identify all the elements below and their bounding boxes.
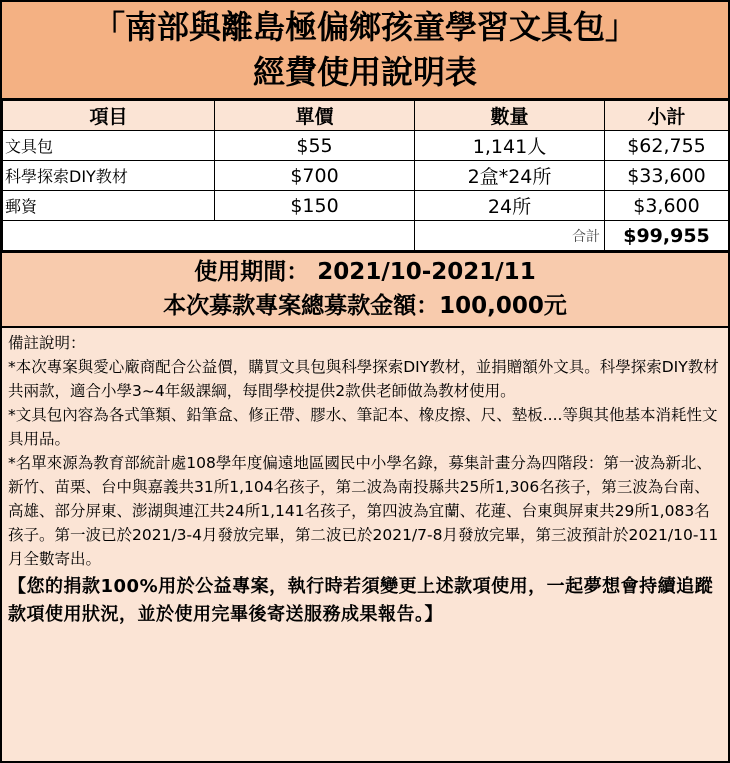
header-unit-price: 單價 (215, 101, 415, 131)
cell-price: $700 (215, 161, 415, 191)
cell-qty: 24所 (415, 191, 605, 221)
total-label: 合計 (415, 221, 605, 251)
usage-period: 使用期間： 2021/10-2021/11 (194, 259, 536, 285)
table-row (3, 161, 729, 191)
total-spacer (3, 221, 415, 251)
header-subtotal: 小計 (605, 101, 729, 131)
cell-subtotal: $3,600 (605, 191, 729, 221)
cell-price: $150 (215, 191, 415, 221)
cell-item: 文具包 (3, 131, 215, 161)
note-paragraph: *文具包內容為各式筆類、鉛筆盒、修正帶、膠水、筆記本、橡皮擦、尺、墊板....等與其他基本消耗性文具用品。 (8, 406, 718, 448)
cell-subtotal: $62,755 (605, 131, 729, 161)
donation-statement: 【您的捐款100%用於公益專案，執行時若須變更上述款項使用，一起夢想會持續追蹤款項使用狀況，並於使用完畢後寄送服務成果報告。】 (8, 576, 714, 625)
period-section (2, 251, 728, 326)
notes-section (2, 326, 728, 629)
cell-subtotal: $33,600 (605, 161, 729, 191)
cell-qty: 2盒*24所 (415, 161, 605, 191)
cell-item: 科學探索DIY教材 (3, 161, 215, 191)
title-line-2: 經費使用說明表 (252, 53, 477, 91)
table-row (3, 191, 729, 221)
table-header-row (3, 101, 729, 131)
title-banner (2, 2, 728, 100)
table-row (3, 131, 729, 161)
fundraising-total: 本次募款專案總募款金額：100,000元 (163, 293, 567, 319)
cell-item: 郵資 (3, 191, 215, 221)
total-value: $99,955 (605, 221, 729, 251)
cost-table (2, 100, 729, 251)
notes-heading: 備註說明： (8, 334, 86, 352)
total-row (3, 221, 729, 251)
cell-qty: 1,141人 (415, 131, 605, 161)
note-paragraph: *本次專案與愛心廠商配合公益價，購買文具包與科學探索DIY教材，並捐贈額外文具。科學探索DIY教材共兩款，適合小學3~4年級課綱，每間學校提供2款供老師做為教材使用。 (8, 358, 719, 400)
cell-price: $55 (215, 131, 415, 161)
title-line-1: 「南部與離島極偏鄉孩童學習文具包」 (92, 8, 637, 46)
header-item: 項目 (3, 101, 215, 131)
header-quantity: 數量 (415, 101, 605, 131)
note-paragraph: *名單來源為教育部統計處108學年度偏遠地區國民中小學名錄，募集計畫分為四階段：第一波為新北、新竹、苗栗、台中與嘉義共31所1,104名孩子，第二波為南投縣共25所1,306名孩子，第三波為台南、高雄、部分屏東、澎湖與連江共24所1,141名孩子，第四波為宜蘭、花蓮、台東與屏東共29所1,083名孩子。第一波已於2021/3-4月發放完畢，第二波已於2021/7-8月發放完畢，第三波預計於2021/10-11月全數寄出。 (8, 454, 719, 568)
